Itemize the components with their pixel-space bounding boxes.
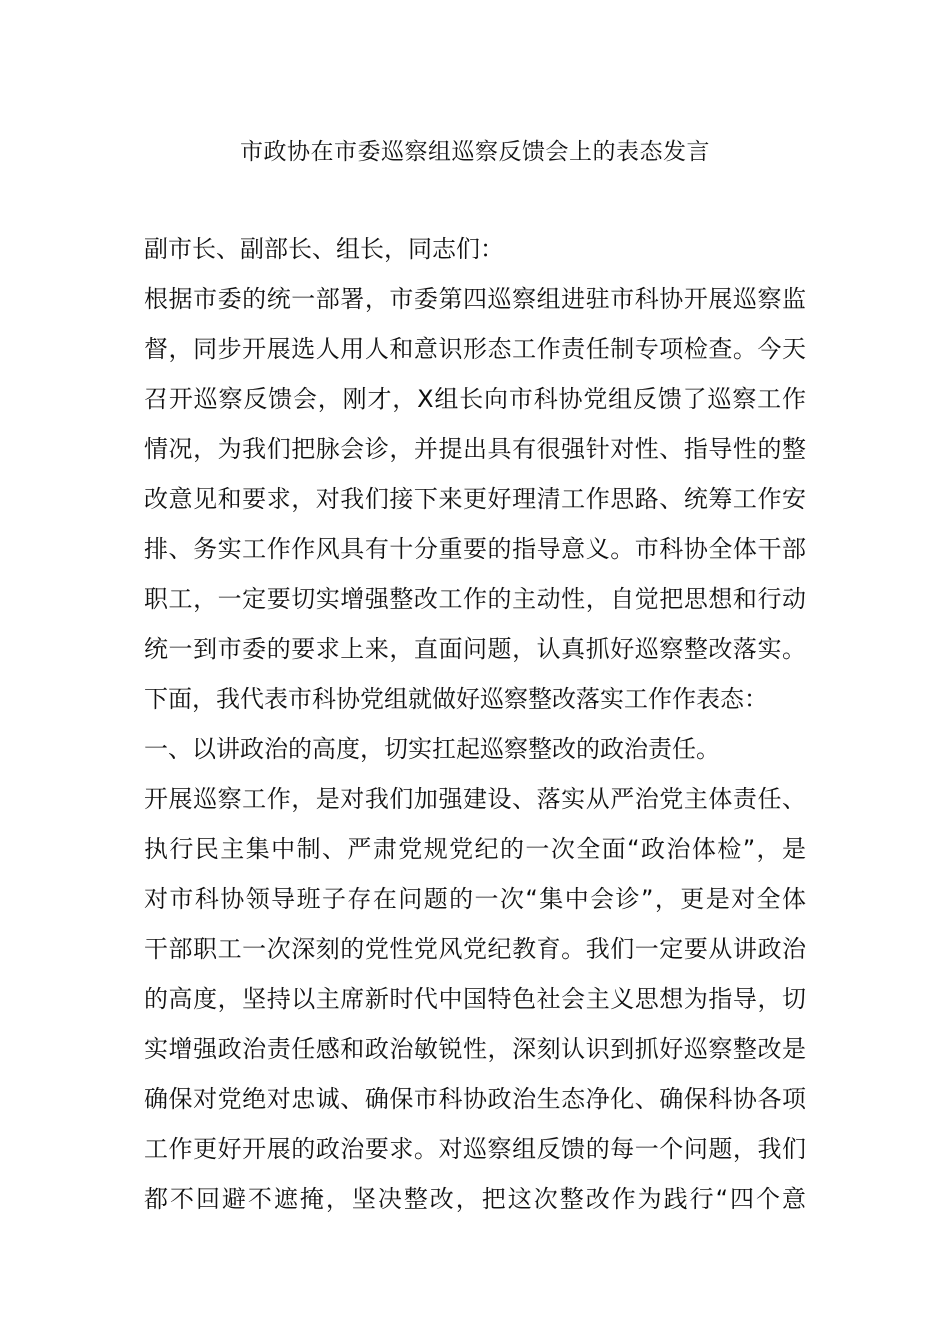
paragraph-line: 下面，我代表市科协党组就做好巡察整改落实工作作表态： [144,685,768,713]
paragraph-line: 职工，一定要切实增强整改工作的主动性，自觉把思想和行动 [144,585,806,613]
paragraph-line: 改意见和要求，对我们接下来更好理清工作思路、统筹工作安 [144,485,806,513]
paragraph-line: 干部职工一次深刻的党性党风党纪教育。我们一定要从讲政治 [144,935,806,963]
paragraph-line: 根据市委的统一部署，市委第四巡察组进驻市科协开展巡察监 [144,285,806,313]
paragraph-line: 统一到市委的要求上来，直面问题，认真抓好巡察整改落实。 [144,635,806,663]
paragraph-line: 情况，为我们把脉会诊，并提出具有很强针对性、指导性的整 [144,435,806,463]
section-heading: 一、以讲政治的高度，切实扛起巡察整改的政治责任。 [144,735,720,763]
paragraph-line: 的高度，坚持以主席新时代中国特色社会主义思想为指导，切 [144,985,806,1013]
document-title: 市政协在市委巡察组巡察反馈会上的表态发言 [240,139,710,165]
paragraph-line: 召开巡察反馈会，刚才，X组长向市科协党组反馈了巡察工作 [144,385,806,413]
paragraph-line: 都不回避不遮掩，坚决整改，把这次整改作为践行“四个意 [144,1185,806,1213]
paragraph-line: 督，同步开展选人用人和意识形态工作责任制专项检查。今天 [144,335,806,363]
paragraph-line: 工作更好开展的政治要求。对巡察组反馈的每一个问题，我们 [144,1135,806,1163]
paragraph-line: 开展巡察工作，是对我们加强建设、落实从严治党主体责任、 [144,785,806,813]
paragraph-line: 实增强政治责任感和政治敏锐性，深刻认识到抓好巡察整改是 [144,1035,806,1063]
paragraph-line: 对市科协领导班子存在问题的一次“集中会诊”，更是对全体 [144,885,806,913]
paragraph-line: 确保对党绝对忠诚、确保市科协政治生态净化、确保科协各项 [144,1085,806,1113]
paragraph-line: 排、务实工作作风具有十分重要的指导意义。市科协全体干部 [144,535,806,563]
document-body [144,224,806,1224]
salutation-line: 副市长、副部长、组长，同志们： [144,235,504,263]
paragraph-line: 执行民主集中制、严肃党规党纪的一次全面“政治体检”，是 [144,835,806,863]
